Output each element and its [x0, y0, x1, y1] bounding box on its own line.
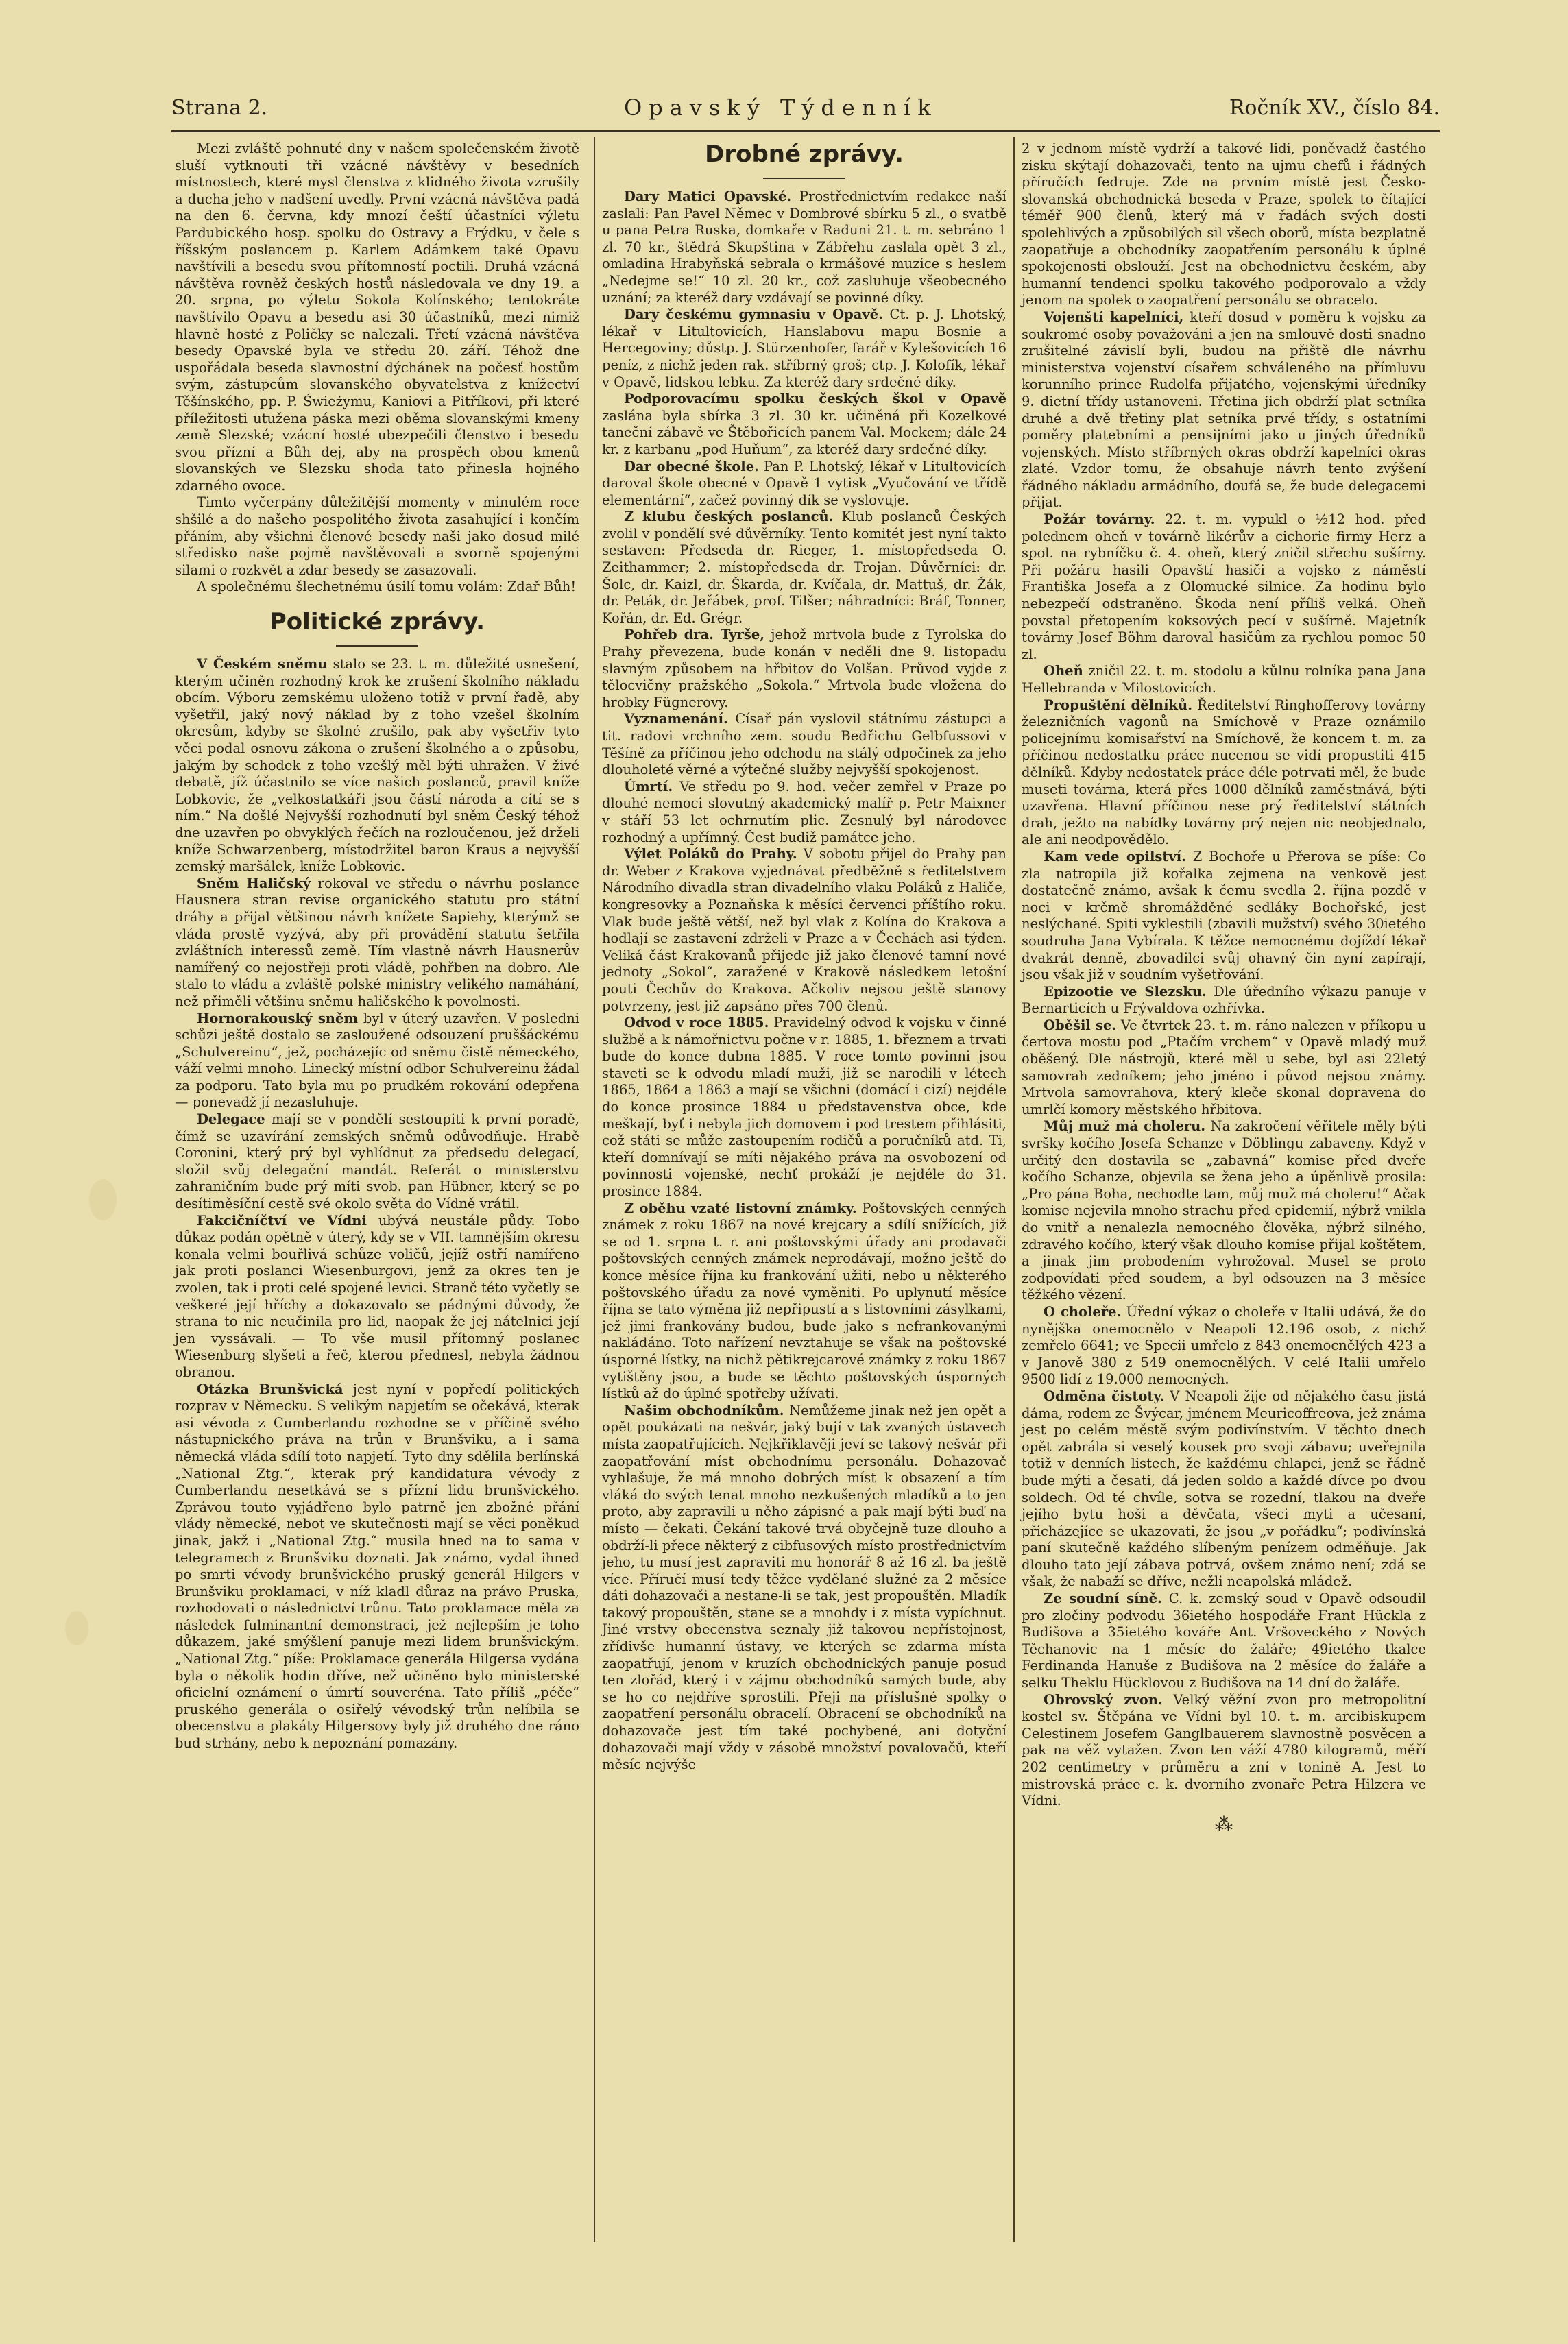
- news-item-text: Císař pán vyslovil státnímu zástupci a tit. radovi vrchního zem. soudu Bedřichu Gelbfussovi v Těšíně za příčinou jeho odchodu na stálý odpočinek za jeho dlouholeté věrné a výtečné služby nejvyšší spokojenost.: [602, 711, 1006, 778]
- news-item: [1022, 511, 1426, 663]
- news-item-heading: Epizootie ve Slezsku.: [1044, 983, 1207, 1000]
- page-header: [171, 89, 1440, 132]
- news-item-text: jest nyní v popředí politických rozprav v Německu. S velikým napjetím se očekává, kterak asi vévoda z Cumberlandu rozhodne se v příčině svého nástupnického práva na trůn v Brunšviku, a i sama německá vláda sdílí toto napjetí. Tyto dny sdělila berlínská „National Ztg.“, kterak prý kandidatura vévody z Cumberlandu nesetkává se s přízní lidu brunšvického. Zprávou touto vyjádřeno bylo patrně jen zbožné přání vlády německé, nebot ve skutečnosti mají se věci poněkud jinak, jakž i „National Ztg.“ musila hned na to sama v telegramech z Brunšviku doznati. Jak známo, vydal ihned po smrti vévody brunšvického pruský generál Hilgers v Brunšviku proklamaci, v níž kladl důraz na právo Pruska, rozhodovati o následnictví trůnu. Tato proklamace měla za následek fulminantní demonstraci, jež nejlepším je toho důkazem, jaké smýšlení panuje mezi lidem brunšvickým. „National Ztg.“ píše: Proklamace generála Hilgersa vydána byla o několik hodin dříve, než učiněno bylo ministerské oficielní oznámení o úmrtí souveréna. Tato příliš „péče“ pruského generála o osiřelý vévodský trůn nelíbila se obecenstvu a plakáty Hilgersovy byly již druhého dne ráno bud strhány, nebo k nepoznání pomazány.: [175, 1381, 579, 1752]
- section-title-politicke: Politické zprávy.: [269, 608, 485, 636]
- news-item-text: Ve středu po 9. hod. večer zemřel v Praze po dlouhé nemoci slovutný akademický malíř p. Petr Maixner v stáří 53 let ochrnutím plic. Zesnulý byl národovec rozhodný a upřímný. Čest budiž památce jeho.: [602, 778, 1006, 845]
- news-item-text: Ve čtvrtek 23. t. m. ráno nalezen v příkopu u čertova mostu pod „Ptačím vrchem“ v Opavě mladý muž oběšený. Dle nástrojů, které měl u sebe, byl asi 22letý samovrah zedníkem; jeho jméno i původ nejsou známy. Mrtvola samovrahova, který kleče skonal dopravena do umrlčí komory městského hřbitova.: [1022, 1017, 1426, 1117]
- news-item-text: Nemůžeme jinak než jen opět a opět poukázati na nešvár, jaký bují v tak zvaných ústavech místa zaopatřujících. Nejkřiklavěji jeví se takový nešvár při zaopatřování míst obchodnímu personálu. Dohazovač vyhlašuje, že má mnoho dobrých míst k obsazení a tím vláká do svých tenat mnoho nezkušených mladíků a to jen proto, aby zapravili u něho zápisné a pak mají býti buď na místo — čekati. Čekání takové trvá obyčejně tuze dlouho a obdrží-li přece některý z cibfusových místo prostřednictvím jeho, tu musí jest zapraviti mu honorář 8 až 16 zl. ba ještě více. Příručí musí tedy těžce vydělané služné za 2 měsíce dáti dohazovači a nestane-li se tak, jest propouštěn. Mladík takový propouštěn, stane se a mnohdy i z místa vypíchnut. Jiné vrstvy obecenstva seznaly již takovou nepřístojnost, zřídivše humanní ústavy, ve kterých se zdarma místa zaopatřují, jenom v kruzích obchodnických panuje posud ten zlořád, který i v zájmu obchodníků samých bude, aby se ho co nejdříve sprostili. Přeji na příslušné spolky o zaopatření personálu obracelí. Obracení se obchodníků na dohazovače jest tím také pochybené, ani dotyční dohazovači mají vždy v zásobě množství povalovačů, kteří měsíc nejvýše: [602, 1402, 1007, 1773]
- news-item-heading: Úmrtí.: [624, 778, 673, 795]
- news-item-text: Ct. p. J. Lhotský, lékař v Litultovicích, Hanslabovu mapu Bosnie a Hercegoviny; důstp. J. Stürzenhofer, farář v Kylešovicích 16 peníz, z nichž jeden rak. stříbrný groš; ctp. J. Kolofík, lékař v Opavě, lidskou lebku. Za kteréž dary srdečné díky.: [602, 306, 1006, 390]
- news-item-text: Pan P. Lhotský, lékař v Litultovicích daroval škole obecné v Opavě 1 vytisk „Vyučování ve třídě elementární“, začež povinný dík se vyslovuje.: [602, 458, 1006, 508]
- news-item: [1022, 1388, 1426, 1591]
- news-item-heading: Obrovský zvon.: [1044, 1691, 1163, 1708]
- news-item-text: rokoval ve středu o návrhu poslance Hausnera stran revise organického statutu pro státní dráhy a přijal většinou návrh knížete Sapiehy, kterýmž se vláda prostě vyzývá, aby při provádění statutu šetřila zvláštních interessů země. Tím vlastně návrh Hausnerův namířený co nejostřeji proti vládě, pohřben na dobro. Ale stalo to vládu a zvláště polské ministry velikého namáhání, než přiměli většinu sněmu haličského k povolnosti.: [175, 875, 580, 1009]
- intro-article: [175, 141, 579, 596]
- news-item-heading: Podporovacímu spolku českých škol v Opavě: [624, 391, 1006, 407]
- news-item-text: Dle úředního výkazu panuje v Bernarticích u Frývaldova ozhřívka.: [1022, 983, 1426, 1017]
- page-stain: [65, 1611, 88, 1645]
- news-item-text: 22. t. m. vypukl o ½12 hod. před polednem oheň v továrně likérův a cichorie firmy Herz a spol. na rybníčku č. 4. oheň, který zničil střechu sušírny. Při požáru hasili Opavští hasiči a vojsko z náměstí Františka Josefa a z Olomucké silnice. Za hodinu bylo nebezpečí odstraněno. Škoda není příliš velká. Oheň povstal přetopením koksových pecí v sušírně. Majetník továrny Josef Böhm daroval hasičům za rychlou pomoc 50 zl.: [1022, 511, 1426, 662]
- news-item-text: Ředitelství Ringhofferovy továrny železničních vagonů na Smíchově v Praze oznámilo policejnímu komisařství na Smíchově, že koncem t. m. za příčinou nedostatku práce nucenou se vidí propustiti 415 dělníků. Kdyby nedostatek práce déle potrvati měl, že bude museti továrna, která přes 1000 dělníků zaměstnává, býti uzavřena. Hlavní příčinou nese prý ředitelství státních drah, ježto na nabídky továrny prý nejen nic neobjednalo, ale ani neodpovědělo.: [1022, 697, 1426, 848]
- column-1: [175, 141, 579, 1752]
- news-item-text: V Neapoli žije od nějakého času jistá dáma, rodem ze Švýcar, jménem Meuricoffreova, jež známa jest po celém městě svým podivínstvím. V těchto dnech opět zabrála si veselý kousek pro svoji zábavu; uveřejnila totiž v denních listech, že každému chlapci, jenž se řádně bude mýti a česati, dá jeden soldo a každé dívce po dvou soldech. Od té chvíle, sotva se rozední, tlakou na dveře jejího bytu hoši a děvčata, všeci myti a učesaní, přicházejíce se ukazovati, že jsou „v pořádku“; podivínská paní skutečně každého slíbeným penízem odměňuje. Jak dlouho tato její zábava potrvá, ovšem známo není; zdá se však, že nabaží se dříve, nežli neapolská mládež.: [1022, 1388, 1426, 1590]
- news-item-text: Na zakročení věřitele měly býti svršky kočího Josefa Schanze v Döblingu zabaveny. Když v určitý den dostavila se „zabavná“ komise před dveře kočího Schanze, objevila se žena jeho a úpěnlivě prosila: „Pro pána Boha, nechodte tam, můj muž má choleru!“ Ačak komise nejevila mnoho strachu před epidemií, nýbrž vnikla do vnitř a nenalezla nemocného člověka, nýbrž silného, zdravého kočího, který však dlouho komise přijal koštětem, a jinak jim probodením vyhrožoval. Musel se proto zodpovídati před soudem, a byl odsouzen na 3 měsíce těžkého vězení.: [1022, 1118, 1426, 1303]
- section-divider: [763, 178, 845, 179]
- news-item-text: zničil 22. t. m. stodolu a kůlnu rolníka pana Jana Hellebranda v Milostovicích.: [1022, 663, 1426, 696]
- news-item-text: byl v úterý uzavřen. V posledni schůzi ještě dostalo se zasloužené odsouzení pruššáckému „Schulvereinu“, jež, pocházejíc od sněmu čistě německého, váží velmi mnoho. Linecký místní odbor Schulvereinu žádal za podporu. Tato byla mu po prudkém rokování odepřena — ponevadž jí nezasluhuje.: [175, 1010, 579, 1111]
- short-news-list: [602, 189, 1006, 1774]
- news-item-heading: O choleře.: [1044, 1303, 1122, 1320]
- section-title-drobne: Drobné zprávy.: [705, 141, 904, 168]
- news-item-heading: Z oběhu vzaté listovní známky.: [624, 1200, 857, 1216]
- article-paragraph: Mezi zvláště pohnuté dny v našem společenském životě sluší vytknouti tři vzácné návštěvy v besedních místnostech, které mysl členstva z klidného života vzrušily a ducha jeho v nadšení uvedly. První vzácná návštěva padá na den 6. června, kdy mnozí čeští účastníci výletu Pardubického hosp. spolku do Ostravy a Frýdku, v čele s říšským poslancem p. Karlem Adámkem také Opavu navštívili a besedu svou přítomností poctili. Druhá vzácná návštěva rovněž českých hostů následovala ve dny 19. a 20. srpna, po výletu Sokola Kolínského; tentokráte navštívilo Opavu a besedu asi 30 účastníků, mezi nimiž hlavně hosté z Poličky se nalezali. Třetí vzácná návštěva besedy Opavské byla ve středu 20. září. Téhož dne uspořádala beseda slavnostní dýchánek na počesť hostům svým, zástupcům slovanského obyvatelstva z knížectví Těšínského, pp. P. Świeżymu, Kaniovi a Pitříkovi, při které příležitosti utužena páska mezi oběma slovanskými kmeny země Slezské; vzácní hosté ubezpečili členstvo i besedu svou přízní a Bůh dej, aby na prospěch obou kmenů slovanských ve Slezsku shoda tato přinesla hojného zdarného ovoce.: [175, 141, 579, 494]
- news-item-text: Prostřednictvím redakce naší zaslali: Pan Pavel Němec v Dombrové sbírku 5 zl., o svatbě u pana Petra Ruska, domkaře v Raduni 21. t. m. sebráno 1 zl. 70 kr., štědrá Skupština v Zábřehu zaslala opět 3 zl., omladina Hrabyňská sebrala o krmášové muzice s heslem „Nedejme se!“ 10 zl. 20 kr., což zasluhuje všeobecného uznání; za kteréž dary vzdávají se povinné díky.: [602, 189, 1006, 306]
- news-item-text: Klub poslanců Českých zvolil v pondělí své důvěrníky. Tento komitét jest nyní takto sestaven: Předseda dr. Rieger, 1. místopředseda O. Zeithammer; 2. místopředseda dr. Trojan. Důvěrníci: dr. Šolc, dr. Kaizl, dr. Škarda, dr. Kvíčala, dr. Mattuš, dr. Žák, dr. Peták, dr. Jeřábek, prof. Tilšer; náhradníci: Bráf, Tonner, Kořán, dr. Ed. Grégr.: [602, 509, 1007, 626]
- news-item-heading: Delegace: [197, 1111, 265, 1128]
- news-item-text: V sobotu přijel do Prahy pan dr. Weber z Krakova vyjednávat předběžně s ředitelstvem Národního divadla stran divadelního vlaku Poláků z Haliče, kongresovky a Poznaňska k měsíci červenci příštího roku. Vlak bude ještě větší, než byl vlak z Kolína do Krakova a hodlají se zastavení zdrželi v Praze a v Čechách asi týden. Veliká část Krakovanů přijede již jako členové tamní nové jednoty „Sokol“, zaražené v Krakově následkem letošní pouti Čechův do Krakova. Ačkoliv nejsou ještě stanovy potvrzeny, jest již zapsáno přes 700 členů.: [602, 846, 1006, 1014]
- news-item-heading: Dary Matici Opavské.: [624, 189, 792, 204]
- news-item-heading: Našim obchodníkům.: [624, 1402, 784, 1418]
- news-item-text: Úřední výkaz o choleře v Italii udává, že do nynějška onemocnělo v Neapoli 12.196 osob, z nichž zemřelo 6641; ve Specii umřelo z 843 onemocnělých 423 a v Janově 380 z 549 onemocnělých. V celé Italii umřelo 9500 lidí z 19.000 nemocných.: [1022, 1303, 1426, 1388]
- news-item-text: kteří dosud v poměru k vojsku za soukromé osoby považováni a jen na smlouvě dosti snadno zrušitelné závislí byli, budou na přiště dle návrhu ministerstva vojenství císařem schváleného na přímluvu korunního prince Rudolfa přijatého, vojenskými úředníky 9. dietní třídy ustanoveni. Třetina jich obdrží plat setníka druhé a dvě třetiny plat setníka prvé třídy, s ostatními poměry platebními a pensijními jako u jiných úředníků vojenských. Místo stříbrných okras obdrží kapelníci okras zlaté. Vzdor tomu, že obsahuje návrh tento zvýšení řádného nákladu armádního, doufá se, že bude delegacemi přijat.: [1022, 309, 1426, 511]
- news-item-heading: Vyznamenání.: [624, 711, 728, 727]
- news-item: [602, 1015, 1006, 1200]
- news-item: [602, 391, 1006, 458]
- news-item: [602, 627, 1006, 711]
- column-3: [1022, 141, 1426, 1833]
- news-item: [602, 189, 1006, 306]
- news-item-text: ubývá neustále půdy. Tobo důkaz podán opětně v úterý, kdy se v VII. tamnějším okresu konala velmi bouřlivá schůze voličů, jejíž ostří namířeno jak proti poslanci Wiesenburgovi, jenž za okres ten je zvolen, tak i proti celé spojené levici. Stranč této vyčetly se veškeré její hříchy a dokazovalo se pádnými důvody, že strana to nic neučinila pro lid, naopak že jej nátelnici její jen vyssávali. — To vše musil přítomný poslanec Wiesenburg slyšeti a řeč, kterou přednesl, nebyla žádnou obranou.: [175, 1212, 579, 1380]
- masthead-title: Opavský Týdenník: [624, 95, 938, 121]
- article-paragraph: Timto vyčerpány důležitější momenty v minulém roce shšilé a do našeho pospolitého života zasahující i končím přáním, aby všichni členové besedy naši jako dosud milé středisko naše pojmě navštěvovali a svorně spojenými silami o rozkvět a zdar besedy se zasazovali.: [175, 494, 579, 578]
- news-item: [1022, 309, 1426, 511]
- column-2: [602, 141, 1006, 1774]
- issue-info: Ročník XV., číslo 84.: [1229, 96, 1440, 120]
- news-item: [175, 1381, 579, 1752]
- news-item-heading: Ze soudní síně.: [1044, 1591, 1162, 1607]
- news-item-heading: Odměna čistoty.: [1044, 1388, 1165, 1404]
- political-news-list: [175, 656, 579, 1752]
- news-item-text: mají se v pondělí sestoupiti k první poradě, čímž se uzavírání zemských sněmů odůvodňuje. Hrabě Coronini, který prý byl vyhlídnut za předsedu delegací, složil svůj delegační mandát. Referát o ministerstvu zahraničním bude prý míti svob. pan Hübner, který se po desítiměsíční cestě své okolo světa do Vídně vrátil.: [175, 1111, 579, 1212]
- news-item-heading: Otázka Brunšvická: [197, 1381, 343, 1397]
- news-item: [602, 509, 1006, 627]
- news-item-heading: Požár továrny.: [1044, 511, 1155, 528]
- news-item-heading: Dary českému gymnasiu v Opavě.: [624, 306, 883, 323]
- news-item-heading: Oheň: [1044, 663, 1083, 679]
- end-ornament: ⁂: [1215, 1814, 1233, 1835]
- news-item-heading: Odvod v roce 1885.: [624, 1015, 769, 1031]
- news-item-text: Poštovských cenných známek z roku 1867 na nové krejcary a sdílí snížících, již se od 1. srpna t. r. ani poštovskými úřady ani prodavači poštovských cenných známek neprodávají, možno ještě do konce měsíce října ku frankování užiti, nebo u některého poštovského úřadu za nové vyměniti. Po uplynutí měsíce října se tato výměna již nepřipustí a s listovními zásylkami, jež jimi frankovány budou, bude jako s nefrankovanými nakládáno. Toto nařízení nevztahuje se však na poštovské úsporné lístky, na nichž pětikrejcarové známky z roku 1867 vytištěny jsou, a bude se těchto poštovských úsporných lístků až do úplné spotřeby užívati.: [602, 1200, 1006, 1402]
- news-item-text: Velký věžní zvon pro metropolitní kostel sv. Štěpána ve Vídni byl 10. t. m. arcibiskupem Celestinem Josefem Ganglbauerem slavnostně posvěcen a pak na věž vytažen. Zvon ten váží 4780 kilogramů, měří 202 centimetry v průměru a zní v tonině A. Jest to mistrovská práce c. k. dvorního zvonaře Petra Hilzera ve Vídni.: [1022, 1691, 1426, 1809]
- article-paragraph: A společnému šlechetnému úsilí tomu volám: Zdař Bůh!: [197, 579, 577, 595]
- news-item-heading: Fakcičníčtví ve Vídni: [197, 1212, 367, 1229]
- short-news-list-continued: [1022, 141, 1426, 1810]
- news-item-heading: V Českém sněmu: [197, 656, 328, 673]
- news-item-heading: Propuštění dělníků.: [1044, 697, 1192, 713]
- news-item-heading: Výlet Poláků do Prahy.: [624, 846, 797, 862]
- news-item: [602, 459, 1006, 509]
- page-number: Strana 2.: [171, 96, 268, 120]
- news-item: [1022, 984, 1426, 1017]
- news-item-heading: Pohřeb dra. Tyrše,: [624, 627, 765, 643]
- column-rule: [1013, 137, 1015, 2242]
- news-item: [175, 1213, 579, 1381]
- news-item: [1022, 1017, 1426, 1119]
- news-item-text: 2 v jednom místě vydrží a takové lidi, poněvadž častého zisku skýtají dohazovači, tento na ujmu chefů i řádných příručích fedruje. Zde na prvním místě jest Česko-slovanská obchodnická beseda v Praze, spolek to čítající téměř 900 členů, který má v řadách svých dosti spolehlivých a způsobilých sil všech oborů, místa bezplatně zaopatřuje a obchodníky zaopatřením personálu k úplné spokojenosti obslouží. Jest na obchodnictvu českém, aby humanní tendenci spolku takového podporovalo a vždy jenom na spolek o zaopatření personálu se obracelo.: [1022, 141, 1426, 309]
- section-divider: [336, 645, 418, 647]
- news-item-heading: Můj muž má choleru.: [1044, 1118, 1206, 1135]
- page-stain: [89, 1179, 117, 1220]
- news-item: [602, 846, 1006, 1015]
- news-item-text: zaslána byla sbírka 3 zl. 30 kr. učiněná při Kozelkové taneční zábavě ve Štěbořicích panem Val. Mockem; dále 24 kr. z karbanu „pod Huňum“, za kteréž dary srdečné díky.: [602, 407, 1006, 457]
- news-item: [602, 306, 1006, 391]
- news-item: [602, 1403, 1006, 1774]
- news-item-text: C. k. zemský soud v Opavě odsoudil pro zločiny podvodu 36ietého hospodáře Frant Hückla z Budišova a 35ietého kováře Ant. Vršoveckého z Nových Těchanovic na 1 měsíc do žaláře; 49ietého tkalce Ferdinanda Hanuše z Budišova na 2 měsíce do žaláře a selku Theklu Hücklovou z Budišova na 14 dní do žaláře.: [1022, 1591, 1426, 1691]
- news-item: [602, 779, 1006, 846]
- news-item: [1022, 141, 1426, 309]
- news-item-heading: Sněm Haličský: [197, 875, 311, 891]
- news-item: [175, 1111, 579, 1213]
- news-item-heading: Dar obecné škole.: [624, 458, 759, 474]
- news-item: [1022, 1118, 1426, 1304]
- news-item: [1022, 697, 1426, 849]
- news-item-text: stalo se 23. t. m. důležité usnešení, kterým učiněn rozhodný krok ke zrušení školního nákladu obcím. Výboru zemskému uloženo totiž v první řadě, aby vyšetřil, jaký nový náklad by z toho vzešel školním okresům, kdyby se školné zrušilo, pak aby vyšetřiv tyto věci podal osnovu zákona o zrušení školného a o způsobu, jakým by schodek z toho vzešlý měl býti uhražen. V živé debatě, jíž účastnilo se více našich poslanců, pravil kníže Lobkovic, že „velkostatkáři jsou částí národa a cítí se s ním.“ Na došlé Nejvyšší rozhodnutí byl sněm Český téhož dne uzavřen po obvyklých řečích na rozloučenou, jež drželi kníže Schwarzenberg, místodržitel baron Kraus a nejvyšší zemský maršálek, kníže Lobkovic.: [175, 656, 580, 875]
- news-item: [1022, 663, 1426, 697]
- news-item-text: jehož mrtvola bude z Tyrolska do Prahy převezena, bude konán v neděli dne 9. listopadu slavným způsobem na hřbitov do Volšan. Průvod vyjde z tělocvičny pražského „Sokola.“ Mrtvola bude vložena do hrobky Fügnerovy.: [602, 627, 1006, 710]
- news-item-text: Pravidelný odvod k vojsku v činné službě a k námořnictvu počne v r. 1885, 1. březnem a trvati bude do konce dubna 1885. V roce tomto povinni jsou staveti se k odvodu mladí muži, již se narodili v létech 1865, 1864 a 1863 a mají se všichni (domácí i cizí) nejdéle do konce prosince 1884 u představenstva obce, kde meškají, byť i nebyla jich domovem i pod trestem přihlásiti, což státi se může zastoupením rodičů a poručníků atd. Ti, kteří domnívají se míti nějakého práva na osvobození od povinnosti vojenské, nechť prokáží je nejdéle do 31. prosince 1884.: [602, 1015, 1006, 1200]
- news-item: [1022, 1692, 1426, 1810]
- news-item: [1022, 1591, 1426, 1692]
- news-item: [602, 1200, 1006, 1403]
- news-item-heading: Vojenští kapelníci,: [1044, 309, 1184, 325]
- news-item: [1022, 1304, 1426, 1388]
- news-item: [1022, 849, 1426, 984]
- news-item-heading: Oběšil se.: [1044, 1017, 1117, 1033]
- news-item: [175, 656, 579, 875]
- news-item-heading: Z klubu českých poslanců.: [624, 509, 834, 525]
- news-item-text: Z Bochoře u Přerova se píše: Co zla natropila již kořalka zejmena na venkově jest dostatečně známo, avšak k čemu svedla 2. října pozdě v noci v krčmě shromážděné sedláky Bochořské, jest neslýchané. Spiti vyklestili (zbavili mužství) svého 30ietého soudruha Jana Vybírala. K těžce nemocnému dojíždí lékař dvakrát denně, zbovadilci svůj ohavný čin nyní zapírají, jsou však již v soudním vyšetřování.: [1022, 848, 1426, 983]
- column-rule: [594, 137, 595, 2242]
- news-item-heading: Hornorakouský sněm: [197, 1010, 359, 1026]
- news-item: [175, 875, 579, 1011]
- news-item: [175, 1011, 579, 1112]
- news-item-heading: Kam vede opilství.: [1044, 848, 1186, 865]
- news-item: [602, 711, 1006, 778]
